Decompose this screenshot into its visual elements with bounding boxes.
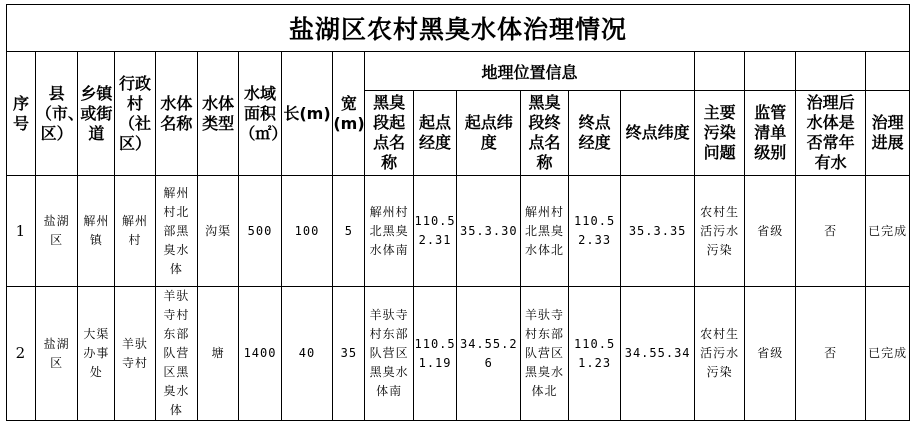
cell-progress: 已完成 [866, 287, 910, 421]
header-blank-water-after [796, 52, 866, 91]
header-width: 宽(m) [333, 52, 365, 176]
table-title: 盐湖区农村黑臭水体治理情况 [7, 5, 910, 52]
cell-end-lng: 110.51.23 [568, 287, 621, 421]
header-village: 行政村（社区） [115, 52, 155, 176]
cell-seq: 1 [7, 176, 36, 287]
header-seq: 序号 [7, 52, 36, 176]
cell-water-type: 沟渠 [198, 176, 239, 287]
cell-progress: 已完成 [866, 176, 910, 287]
header-water-name: 水体名称 [155, 52, 197, 176]
cell-width: 5 [333, 176, 365, 287]
cell-county: 盐湖区 [35, 176, 77, 287]
cell-seq: 2 [7, 287, 36, 421]
header-county: 县（市、区） [35, 52, 77, 176]
header-level: 监管清单级别 [745, 91, 796, 176]
cell-village: 羊驮寺村 [115, 287, 155, 421]
cell-start-name: 羊驮寺村东部队营区黑臭水体南 [365, 287, 414, 421]
cell-pollution: 农村生活污水污染 [694, 287, 745, 421]
cell-village: 解州村 [115, 176, 155, 287]
header-start-lng: 起点经度 [413, 91, 456, 176]
header-area: 水域面积（㎡） [239, 52, 281, 176]
header-start-name: 黑臭段起点名称 [365, 91, 414, 176]
water-governance-table [6, 4, 910, 421]
header-end-lng: 终点经度 [568, 91, 621, 176]
cell-town: 大渠办事处 [78, 287, 115, 421]
cell-water-after: 否 [796, 176, 866, 287]
cell-end-lat: 35.3.35 [621, 176, 694, 287]
header-end-name: 黑臭段终点名称 [521, 91, 569, 176]
cell-end-name: 解州村北黑臭水体北 [521, 176, 569, 287]
header-end-lat: 终点纬度 [621, 91, 694, 176]
cell-end-lat: 34.55.34 [621, 287, 694, 421]
cell-level: 省级 [745, 287, 796, 421]
cell-water-name: 羊驮寺村东部队营区黑臭水体 [155, 287, 197, 421]
cell-pollution: 农村生活污水污染 [694, 176, 745, 287]
header-blank-progress [866, 52, 910, 91]
cell-area: 500 [239, 176, 281, 287]
header-blank-level [745, 52, 796, 91]
cell-end-name: 羊驮寺村东部队营区黑臭水体北 [521, 287, 569, 421]
cell-area: 1400 [239, 287, 281, 421]
cell-water-after: 否 [796, 287, 866, 421]
header-length: 长(m) [281, 52, 333, 176]
header-geo: 地理位置信息 [365, 52, 694, 91]
cell-level: 省级 [745, 176, 796, 287]
cell-width: 35 [333, 287, 365, 421]
header-blank-pollution [694, 52, 745, 91]
header-pollution: 主要污染问题 [694, 91, 745, 176]
cell-start-lng: 110.51.19 [413, 287, 456, 421]
cell-start-lat: 35.3.30 [457, 176, 521, 287]
header-town: 乡镇或街道 [78, 52, 115, 176]
table-row [7, 176, 910, 287]
cell-county: 盐湖区 [35, 287, 77, 421]
cell-start-lng: 110.52.31 [413, 176, 456, 287]
cell-town: 解州镇 [78, 176, 115, 287]
header-water-type: 水体类型 [198, 52, 239, 176]
cell-water-type: 塘 [198, 287, 239, 421]
table-row [7, 287, 910, 421]
cell-length: 40 [281, 287, 333, 421]
cell-water-name: 解州村北部黑臭水体 [155, 176, 197, 287]
cell-start-lat: 34.55.26 [457, 287, 521, 421]
header-water-after: 治理后水体是否常年有水 [796, 91, 866, 176]
cell-start-name: 解州村北黑臭水体南 [365, 176, 414, 287]
header-progress: 治理进展 [866, 91, 910, 176]
cell-length: 100 [281, 176, 333, 287]
header-start-lat: 起点纬度 [457, 91, 521, 176]
cell-end-lng: 110.52.33 [568, 176, 621, 287]
